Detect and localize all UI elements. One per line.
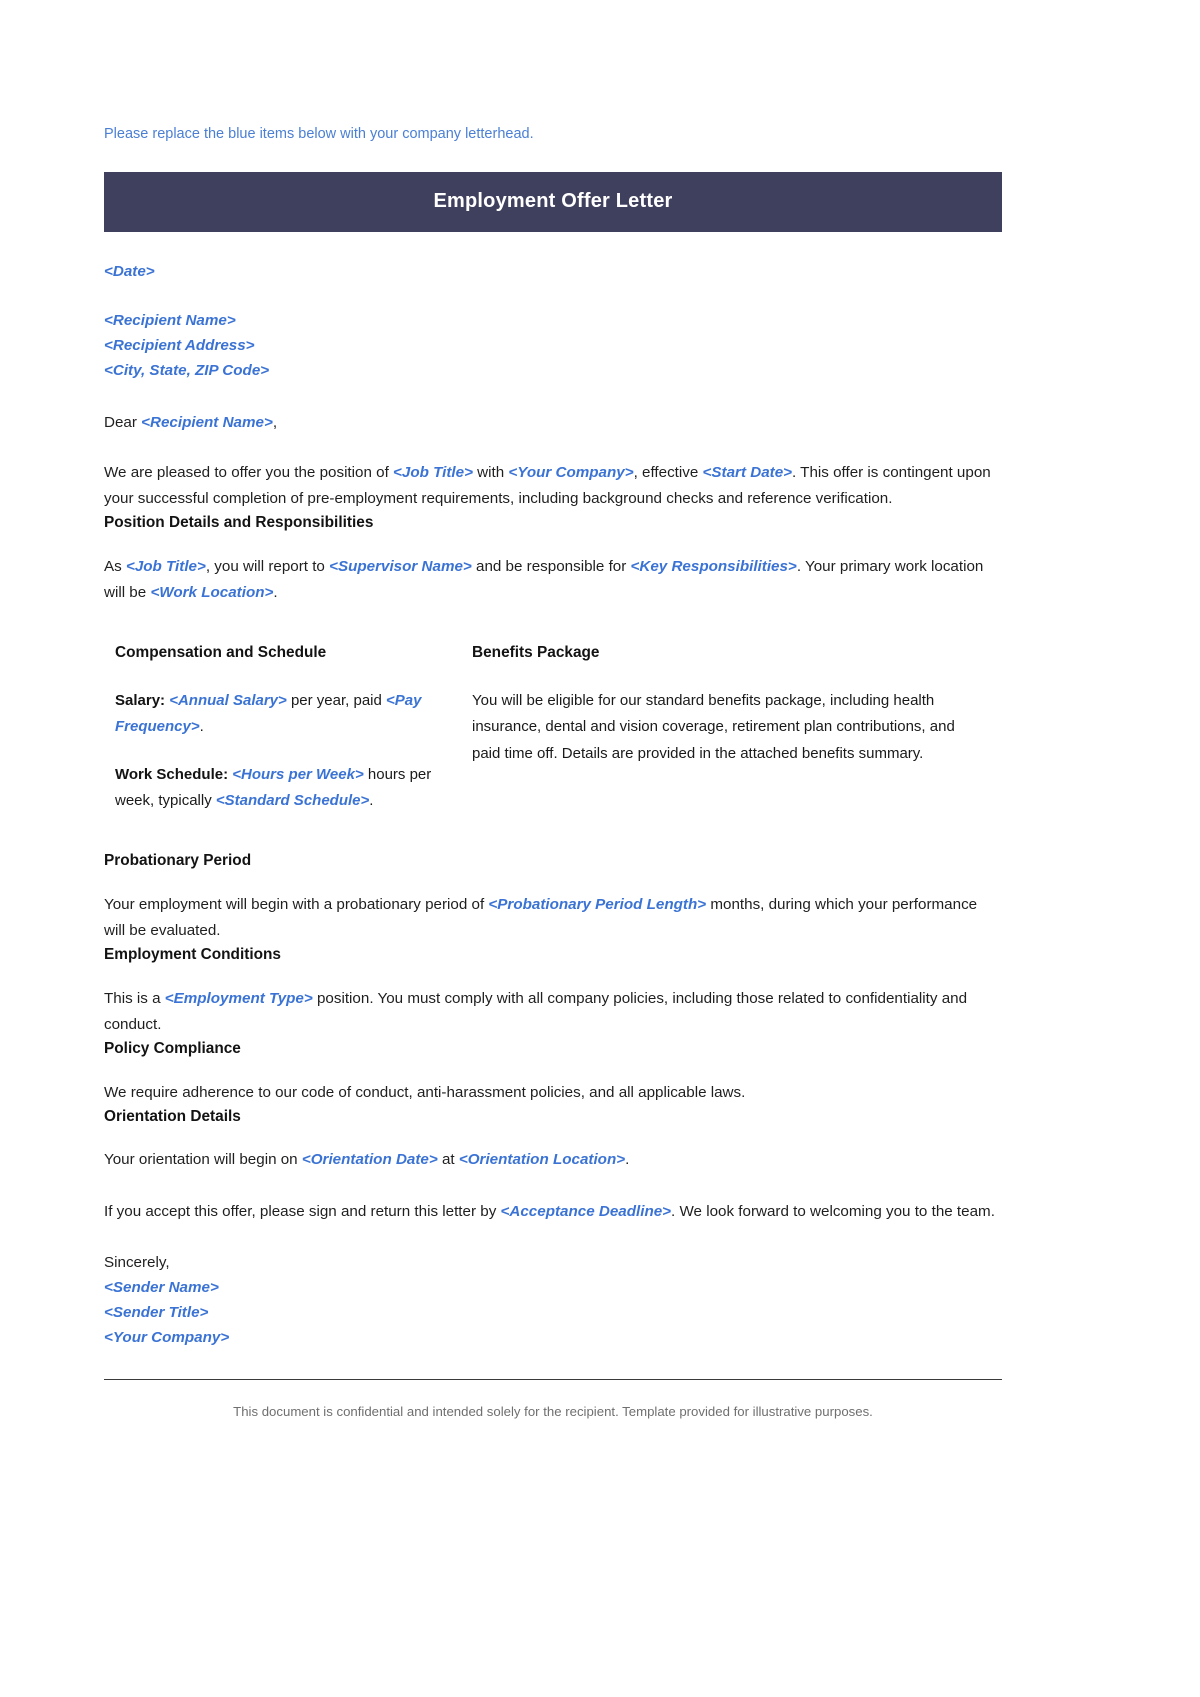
probation-text-2: months, during which your performance will be evaluated. <box>104 895 978 940</box>
letterhead-instruction-note: Please replace the blue items below with your company letterhead. <box>104 126 534 142</box>
position-text-5: . <box>273 584 278 602</box>
date-block <box>104 260 1002 285</box>
company-placeholder: <Your Company> <box>508 464 634 482</box>
work-schedule-label: Work Schedule: <box>115 765 229 783</box>
standard-schedule-placeholder: <Standard Schedule> <box>215 791 370 809</box>
start-date-placeholder: <Start Date> <box>702 464 793 482</box>
footer-divider <box>104 1379 1002 1380</box>
orientation-details-paragraph <box>104 1147 1002 1173</box>
job-title-placeholder-2: <Job Title> <box>125 557 206 575</box>
probationary-period-paragraph <box>104 892 1002 944</box>
recipient-address-placeholder: <Recipient Address> <box>104 337 255 355</box>
compensation-benefits-columns <box>104 642 1002 814</box>
position-text-4: . Your primary work location will be <box>104 557 984 602</box>
document-title-banner <box>104 172 1002 232</box>
intro-paragraph <box>104 460 1002 512</box>
hours-per-week-placeholder: <Hours per Week> <box>232 765 364 783</box>
position-text-1: As <box>104 557 126 575</box>
compensation-column <box>104 642 464 814</box>
intro-text-2: with <box>472 464 509 482</box>
schedule-text-3: . <box>369 791 374 809</box>
conditions-text-2: position. You must comply with all company policies, including those related to confidentiality and conduct. <box>104 989 968 1033</box>
date-placeholder: <Date> <box>104 263 155 281</box>
position-text-3: and be responsible for <box>471 557 631 575</box>
recipient-name-placeholder: <Recipient Name> <box>104 312 236 330</box>
section-heading-probationary-period: Probationary Period <box>104 852 252 870</box>
conditions-text-1: This is a <box>104 989 165 1007</box>
salutation-recipient-placeholder: <Recipient Name> <box>141 413 273 431</box>
closing-line: Sincerely, <box>104 1253 170 1271</box>
key-responsibilities-placeholder: <Key Responsibilities> <box>630 557 797 575</box>
orientation-location-placeholder: <Orientation Location> <box>458 1151 626 1169</box>
salary-label: Salary: <box>115 691 166 709</box>
footer-disclaimer: This document is confidential and intended solely for the recipient. Template provided for illustrative purposes. <box>233 1403 873 1419</box>
acceptance-paragraph <box>104 1199 1002 1225</box>
salary-text-3: . <box>199 718 204 736</box>
section-heading-position-details: Position Details and Responsibilities <box>104 514 374 532</box>
section-heading-orientation-details: Orientation Details <box>104 1107 241 1125</box>
probationary-period-length-placeholder: <Probationary Period Length> <box>488 895 707 913</box>
column-heading-compensation: Compensation and Schedule <box>115 644 327 662</box>
employment-type-placeholder: <Employment Type> <box>164 989 313 1007</box>
benefits-body: You will be eligible for our standard benefits package, including health insurance, dental and vision coverage, retirement plan contributions, and paid time off. Details are provided in the attached benefits summary. <box>472 691 955 762</box>
job-title-placeholder: <Job Title> <box>393 464 473 482</box>
salary-line <box>115 688 464 741</box>
orientation-text-1: Your orientation will begin on <box>104 1151 302 1169</box>
benefits-column <box>464 642 984 814</box>
recipient-city-state-zip-placeholder: <City, State, ZIP Code> <box>104 362 270 380</box>
employment-conditions-paragraph <box>104 986 1002 1038</box>
position-details-paragraph <box>104 554 1002 606</box>
sender-company-placeholder: <Your Company> <box>104 1328 230 1346</box>
orientation-date-placeholder: <Orientation Date> <box>301 1151 438 1169</box>
signature-block <box>104 1250 1002 1351</box>
section-heading-policy-compliance: Policy Compliance <box>104 1040 241 1058</box>
work-schedule-line <box>115 762 464 815</box>
section-heading-employment-conditions: Employment Conditions <box>104 946 281 964</box>
salary-text-2: per year, paid <box>286 691 387 709</box>
salutation-prefix: Dear <box>104 413 142 431</box>
sender-title-placeholder: <Sender Title> <box>104 1303 209 1321</box>
orientation-text-3: . <box>625 1151 630 1169</box>
position-text-2: , you will report to <box>205 557 330 575</box>
column-heading-benefits: Benefits Package <box>472 644 600 662</box>
intro-text-1: We are pleased to offer you the position of <box>104 464 394 482</box>
page-title: Employment Offer Letter <box>433 190 673 213</box>
supervisor-name-placeholder: <Supervisor Name> <box>329 557 472 575</box>
acceptance-text-2: . We look forward to welcoming you to the team. <box>671 1203 995 1221</box>
policy-compliance-paragraph: We require adherence to our code of conduct, anti-harassment policies, and all applicable laws. <box>104 1083 746 1101</box>
schedule-text-2: hours per week, typically <box>115 765 432 809</box>
recipient-address-block <box>104 309 1002 384</box>
document-content <box>104 0 1002 1421</box>
salutation-line <box>104 410 1002 436</box>
annual-salary-placeholder: <Annual Salary> <box>169 691 287 709</box>
intro-text-4: . This offer is contingent upon your successful completion of pre-employment requirements, including background checks and reference verification. <box>104 464 991 508</box>
acceptance-deadline-placeholder: <Acceptance Deadline> <box>500 1203 672 1221</box>
probation-text-1: Your employment will begin with a probationary period of <box>104 895 489 913</box>
intro-text-3: , effective <box>633 464 703 482</box>
pay-frequency-placeholder: <Pay Frequency> <box>115 691 422 736</box>
acceptance-text-1: If you accept this offer, please sign and return this letter by <box>104 1203 501 1221</box>
salutation-suffix: , <box>272 413 278 431</box>
work-location-placeholder: <Work Location> <box>150 584 274 602</box>
orientation-text-2: at <box>437 1151 459 1169</box>
sender-name-placeholder: <Sender Name> <box>104 1278 219 1296</box>
